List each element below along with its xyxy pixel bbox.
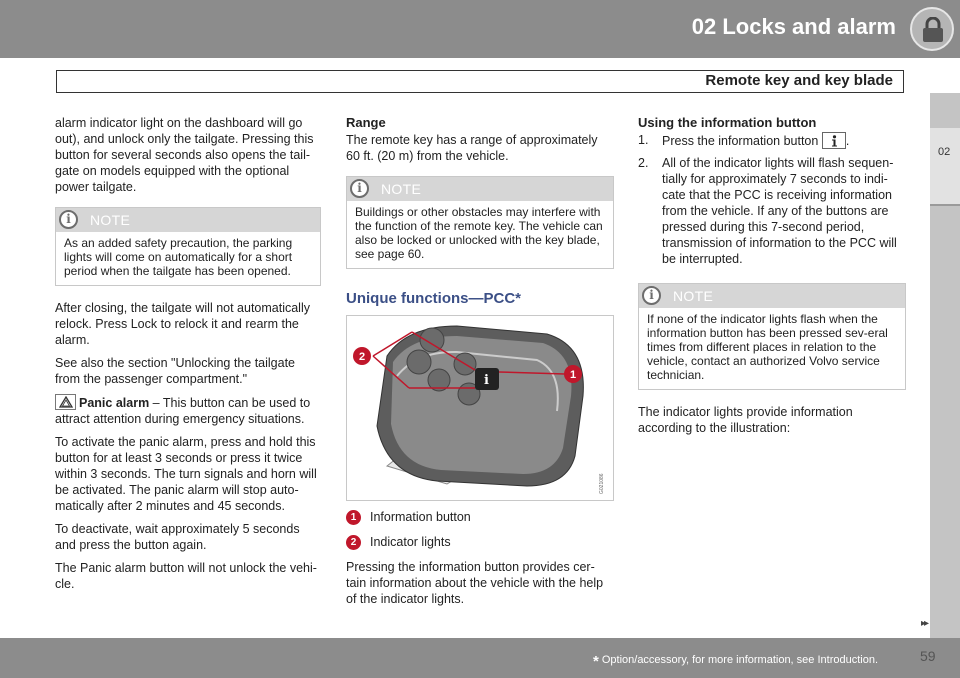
column-2 xyxy=(346,115,614,614)
footer-note xyxy=(593,653,878,670)
legend-item xyxy=(346,509,614,525)
note-label: NOTE xyxy=(673,288,714,304)
legend-text: Indicator lights xyxy=(370,535,451,549)
unlock-button xyxy=(407,350,431,374)
note-header xyxy=(56,208,320,232)
unique-functions-heading: Unique functions—PCC* xyxy=(346,290,521,307)
legend-number: 1 xyxy=(346,510,361,525)
range-heading: Range xyxy=(346,115,386,130)
paragraph: To activate the panic alarm, press and hold this button for at least 3 seconds or press it twice within 3 seconds. The turn signals and horn will be activated. The panic alarm will stop auto-matically after 2 minutes and 45 seconds. xyxy=(55,435,317,513)
callout-1-label: 1 xyxy=(569,369,577,381)
legend-number: 2 xyxy=(346,535,361,550)
info-button-heading: Using the information button xyxy=(638,115,817,130)
step-number: 2. xyxy=(638,156,649,170)
section-title: Remote key and key blade xyxy=(705,72,893,89)
page-number: 59 xyxy=(920,648,936,664)
note-text: If none of the indicator lights flash when the information button has been pressed sev-eral times from different places in relation to the vehicle, contact an authorized Volvo service technician. xyxy=(647,312,888,382)
panic-paragraph xyxy=(55,394,321,427)
note-text: As an added safety precaution, the parking lights will come on automatically for a short period when the tailgate has been opened. xyxy=(64,236,293,278)
svg-text:i: i xyxy=(484,373,489,388)
chapter-tab-label: 02 xyxy=(938,146,951,158)
paragraph: Pressing the information button provides cer-tain information about the vehicle with the help of the indicator lights. xyxy=(346,560,604,606)
column-3 xyxy=(638,115,906,443)
info-icon: i xyxy=(350,179,369,198)
note-box xyxy=(55,207,321,286)
intro-paragraph: alarm indicator light on the dashboard will go out), and unlock only the tailgate. Pressing this button for several seconds also opens the tail-gate on models equipped with the optional power tailgate. xyxy=(55,116,314,194)
paragraph: The Panic alarm button will not unlock the vehi-cle. xyxy=(55,561,317,591)
range-text: The remote key has a range of approximately 60 ft. (20 m) from the vehicle. xyxy=(346,133,598,163)
paragraph: To deactivate, wait approximately 5 seconds and press the button again. xyxy=(55,522,300,552)
callout-2-label: 2 xyxy=(358,351,366,363)
info-icon: i xyxy=(642,286,661,305)
step-number: 1. xyxy=(638,133,649,147)
continue-arrows-icon: ▸▸ xyxy=(921,618,928,629)
footer-asterisk: * xyxy=(592,653,599,670)
note-text: Buildings or other obstacles may interfere with the function of the remote key. The vehicle can also be locked or unlocked with the key blade, see page 60. xyxy=(355,205,603,261)
chapter-title: 02 Locks and alarm xyxy=(691,14,896,39)
note-box xyxy=(638,283,906,390)
note-label: NOTE xyxy=(90,212,131,228)
step-2 xyxy=(638,155,906,267)
remote-key-illustration xyxy=(346,315,614,501)
legend-text: Information button xyxy=(370,510,471,524)
chapter-tab[interactable] xyxy=(930,128,960,206)
step-1 xyxy=(638,132,906,149)
paragraph: After closing, the tailgate will not automatically relock. Press Lock to relock it and rearm the alarm. xyxy=(55,301,310,347)
step-text: All of the indicator lights will flash sequen-tially for approximately 7 seconds to indi-cate that the PCC is receiving information from the vehicle. If any of the buttons are pressed during this 7-second period, transmission of information to the PCC will be interrupted. xyxy=(662,156,897,266)
paragraph: See also the section "Unlocking the tailgate from the passenger compartment." xyxy=(55,356,296,386)
legend-item xyxy=(346,534,614,550)
footer-text: Option/accessory, for more information, see Introduction. xyxy=(598,654,878,666)
paragraph: The indicator lights provide information according to the illustration: xyxy=(638,405,853,435)
step-text: Press the information button xyxy=(662,134,819,148)
lock-icon xyxy=(910,7,954,51)
remote-key-body xyxy=(377,326,583,486)
note-box xyxy=(346,176,614,269)
panic-label: Panic alarm xyxy=(79,396,150,410)
note-header xyxy=(639,284,905,308)
note-header xyxy=(347,177,613,201)
note-label: NOTE xyxy=(381,181,422,197)
column-1 xyxy=(55,115,321,599)
panic-text: – This button can be used to attract attention during emergency situations. xyxy=(55,396,311,426)
section-title-box xyxy=(56,70,904,93)
info-icon: i xyxy=(59,210,78,229)
warning-triangle-icon xyxy=(55,394,76,410)
info-button-icon xyxy=(822,132,846,149)
step-end: . xyxy=(845,134,850,148)
figure-code: G021086 xyxy=(599,473,605,494)
